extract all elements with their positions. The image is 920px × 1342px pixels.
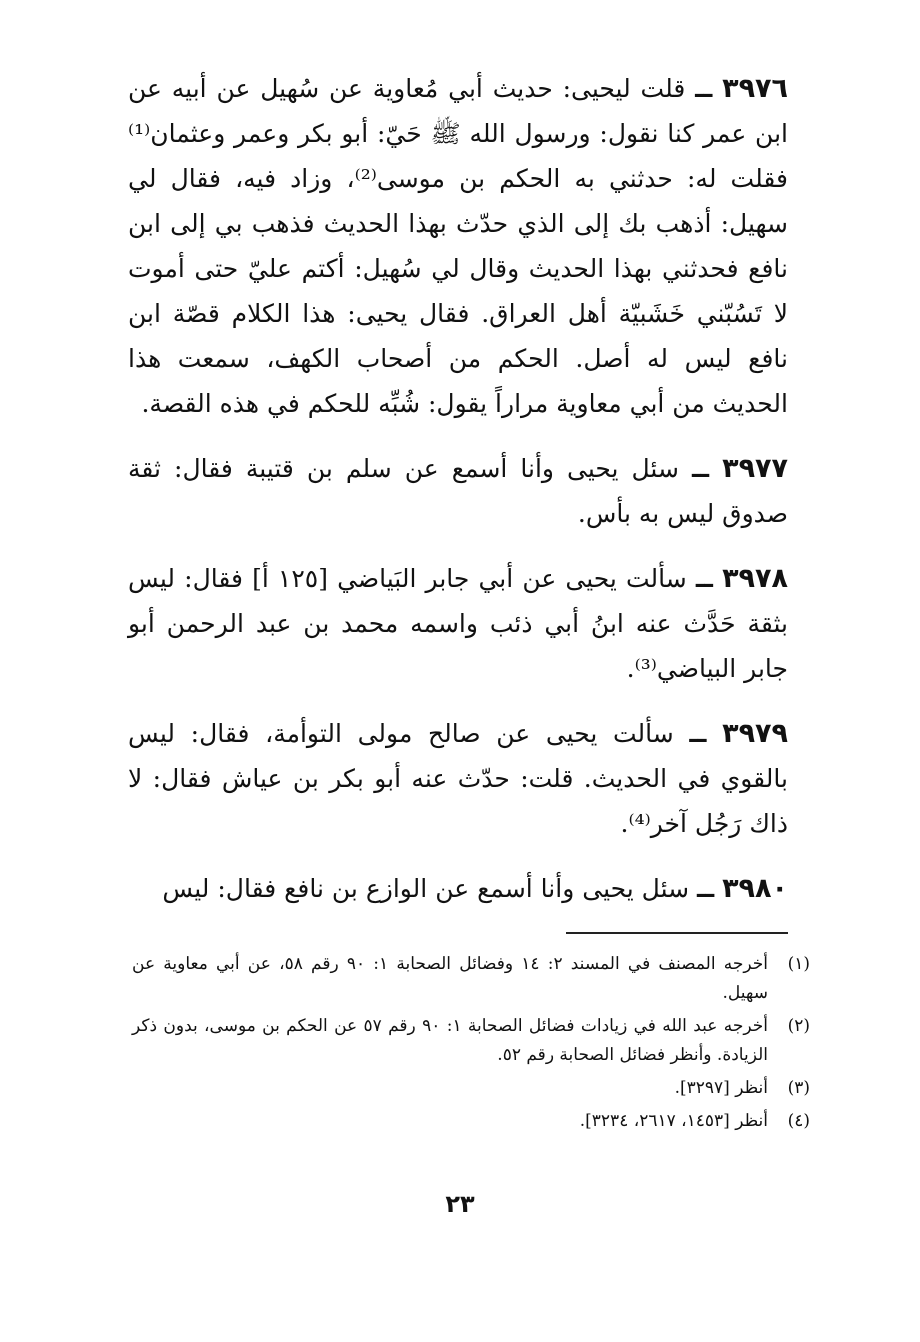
entry-number: ٣٩٧٦ [722,73,789,104]
footnote-marker: (٢) [787,1016,810,1036]
entry-dash: ــ [695,74,713,103]
entry-text: قلت ليحيى: حديث أبي مُعاوية عن سُهيل عن أبيه عن ابن عمر كنا نقول: ورسول الله ﷺ حَيّ: أبو بكر وعمر وعثمان⁽¹⁾ فقلت له: حدثني به الحكم بن موسى⁽²⁾، وزاد فيه، فقال لي سهيل: أذهب بك إلى الذي حدّث بهذا الحديث فذهب بي إلى ابن نافع فحدثني بهذا الحديث وقال لي سُهيل: أكتم عليّ حتى أموت لا تَسُبّني خَشَبيّة أهل العراق. فقال يحيى: هذا الكلام قصّة ابن نافع ليس له أصل. الحكم من أصحاب الكهف، سمعت هذا الحديث من أبي معاوية مراراً يقول: شُبِّه للحكم في هذه القصة. [128,74,788,418]
entry-3978 [128,556,788,691]
entry-dash: ــ [689,719,707,748]
entry-text: سئل يحيى وأنا أسمع عن الوازع بن نافع فقال: ليس [162,874,690,903]
entry-3977 [128,446,788,536]
footnote-4 [132,1107,810,1136]
entry-number: ٣٩٨٠ [722,873,788,904]
page-number: ٢٣ [445,1190,475,1218]
footnote-2 [132,1012,810,1070]
entry-3976 [128,66,788,426]
footnote-marker: (١) [787,954,810,974]
footnote-text: أنظر [٣٢٩٧]. [674,1078,768,1098]
entry-dash: ــ [695,564,713,593]
footnote-1 [132,950,810,1008]
footnote-text: أخرجه المصنف في المسند ٢: ١٤ وفضائل الصحابة ١: ٩٠ رقم ٥٨، عن أبي معاوية عن سهيل. [132,954,768,1003]
entries-body [128,66,788,931]
footnote-divider [566,932,788,934]
entry-3980 [128,866,788,911]
footnote-text: أنظر [١٤٥٣، ٢٦١٧، ٣٢٣٤]. [579,1111,768,1131]
entry-3979 [128,711,788,846]
footnote-text: أخرجه عبد الله في زيادات فضائل الصحابة ١: ٩٠ رقم ٥٧ عن الحكم بن موسى، بدون ذكر الزيادة. وأنظر فضائل الصحابة رقم ٥٢. [132,1016,768,1065]
entry-number: ٣٩٧٩ [722,718,789,749]
footnote-marker: (٣) [787,1078,810,1098]
entry-number: ٣٩٧٨ [722,563,788,594]
footnotes [132,950,810,1140]
entry-number: ٣٩٧٧ [722,453,789,484]
footnote-marker: (٤) [787,1111,810,1131]
entry-text: سألت يحيى عن صالح مولى التوأمة، فقال: ليس بالقوي في الحديث. قلت: حدّث عنه أبو بكر بن عياش فقال: لا ذاك رَجُل آخر⁽⁴⁾. [128,719,788,838]
entry-dash: ــ [691,454,710,483]
entry-text: سألت يحيى عن أبي جابر البَياضي [١٢٥ أ] فقال: ليس بثقة حَدَّث عنه ابنُ أبي ذئب واسمه محمد بن عبد الرحمن أبو جابر البياضي⁽³⁾. [128,564,788,683]
footnote-3 [132,1074,810,1103]
entry-dash: ــ [697,874,715,903]
entry-text: سئل يحيى وأنا أسمع عن سلم بن قتيبة فقال: ثقة صدوق ليس به بأس. [128,454,788,528]
